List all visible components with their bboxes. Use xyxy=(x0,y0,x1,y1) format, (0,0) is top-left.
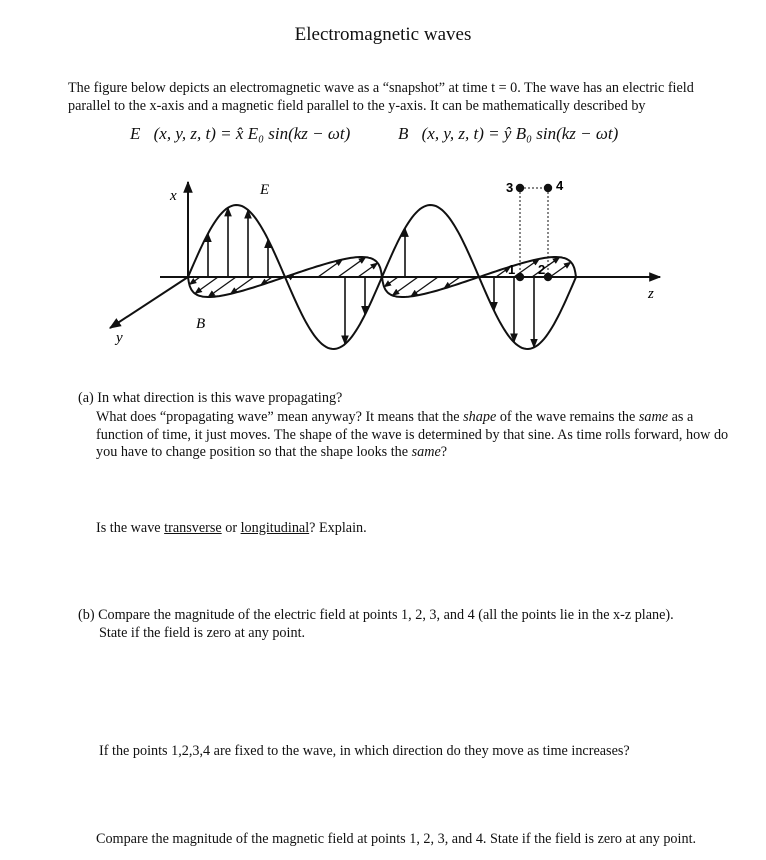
part-a-emph-same: same xyxy=(638,409,669,425)
b-field-arrow xyxy=(195,277,218,294)
part-a-transverse-question xyxy=(96,520,367,538)
y-axis xyxy=(110,277,188,328)
b-field-arrow xyxy=(550,262,571,277)
term-longitudinal: longitudinal xyxy=(240,520,310,536)
point-3-dot xyxy=(516,184,524,192)
point-1-dot xyxy=(516,273,524,281)
b-field-arrow xyxy=(358,263,378,277)
part-a-text-2: of the wave remains the xyxy=(496,409,639,425)
x-axis-label: x xyxy=(170,188,177,204)
e-field-label: E⃗ xyxy=(260,182,281,198)
q2-or: or xyxy=(221,520,241,536)
electric-field-equation: E⃗(x, y, z, t) = x̂ E₀ sin(kz − ωt) xyxy=(130,124,351,143)
part-b-motion-question: If the points 1,2,3,4 are fixed to the wave, in which direction do they move as time increases? xyxy=(99,743,630,759)
part-a-text-4: ? xyxy=(440,444,448,460)
b-field-arrow xyxy=(189,277,200,285)
y-axis-label: y xyxy=(116,330,123,346)
point-4-dot xyxy=(544,184,552,192)
b-field-arrow xyxy=(392,277,418,295)
b-field-label: B⃗ xyxy=(196,316,217,332)
intro-paragraph: The figure below depicts an electromagnetic wave as a “snapshot” at time t = 0. The wave has an electric field parallel to the x-axis and a magnetic field parallel to the y-axis. It can be mathematically described by xyxy=(68,80,694,114)
z-axis-label: z xyxy=(648,286,654,302)
point-4-label: 4 xyxy=(556,178,564,193)
q2-prefix: Is the wave xyxy=(96,520,165,536)
part-b-zero-question: State if the field is zero at any point. xyxy=(99,625,306,641)
part-b-magnetic-question: Compare the magnitude of the magnetic field at points 1, 2, 3, and 4. State if the field is zero at any point. xyxy=(96,831,697,847)
page-title: Electromagnetic waves xyxy=(294,24,472,45)
part-a-explanation xyxy=(96,409,736,462)
part-a-text-3: as a function of time, it just moves. The shape of the wave is determined by that sine. As time rolls forward, how do you have to change position so that the shape looks the xyxy=(96,409,729,460)
part-b-question: (b) Compare the magnitude of the electric field at points 1, 2, 3, and 4 (all the points lie in the x-z plane). xyxy=(78,607,674,623)
part-a-emph-same-2: same xyxy=(411,444,441,460)
em-wave-figure xyxy=(0,170,766,385)
part-a-emph-shape: shape xyxy=(463,409,497,425)
b-field-arrow xyxy=(384,277,398,287)
point-3-label: 3 xyxy=(506,180,514,195)
q2-suffix: ? Explain. xyxy=(309,520,367,536)
magnetic-field-equation: B⃗(x, y, z, t) = ŷ B₀ sin(kz − ωt) xyxy=(398,124,619,143)
point-2-label: 2 xyxy=(538,262,546,277)
term-transverse: transverse xyxy=(164,520,222,536)
point-1-label: 1 xyxy=(508,262,516,277)
part-a-question: (a) In what direction is this wave propagating? xyxy=(78,390,343,406)
part-a-text-1: What does “propagating wave” mean anyway? It means that the xyxy=(96,409,464,425)
